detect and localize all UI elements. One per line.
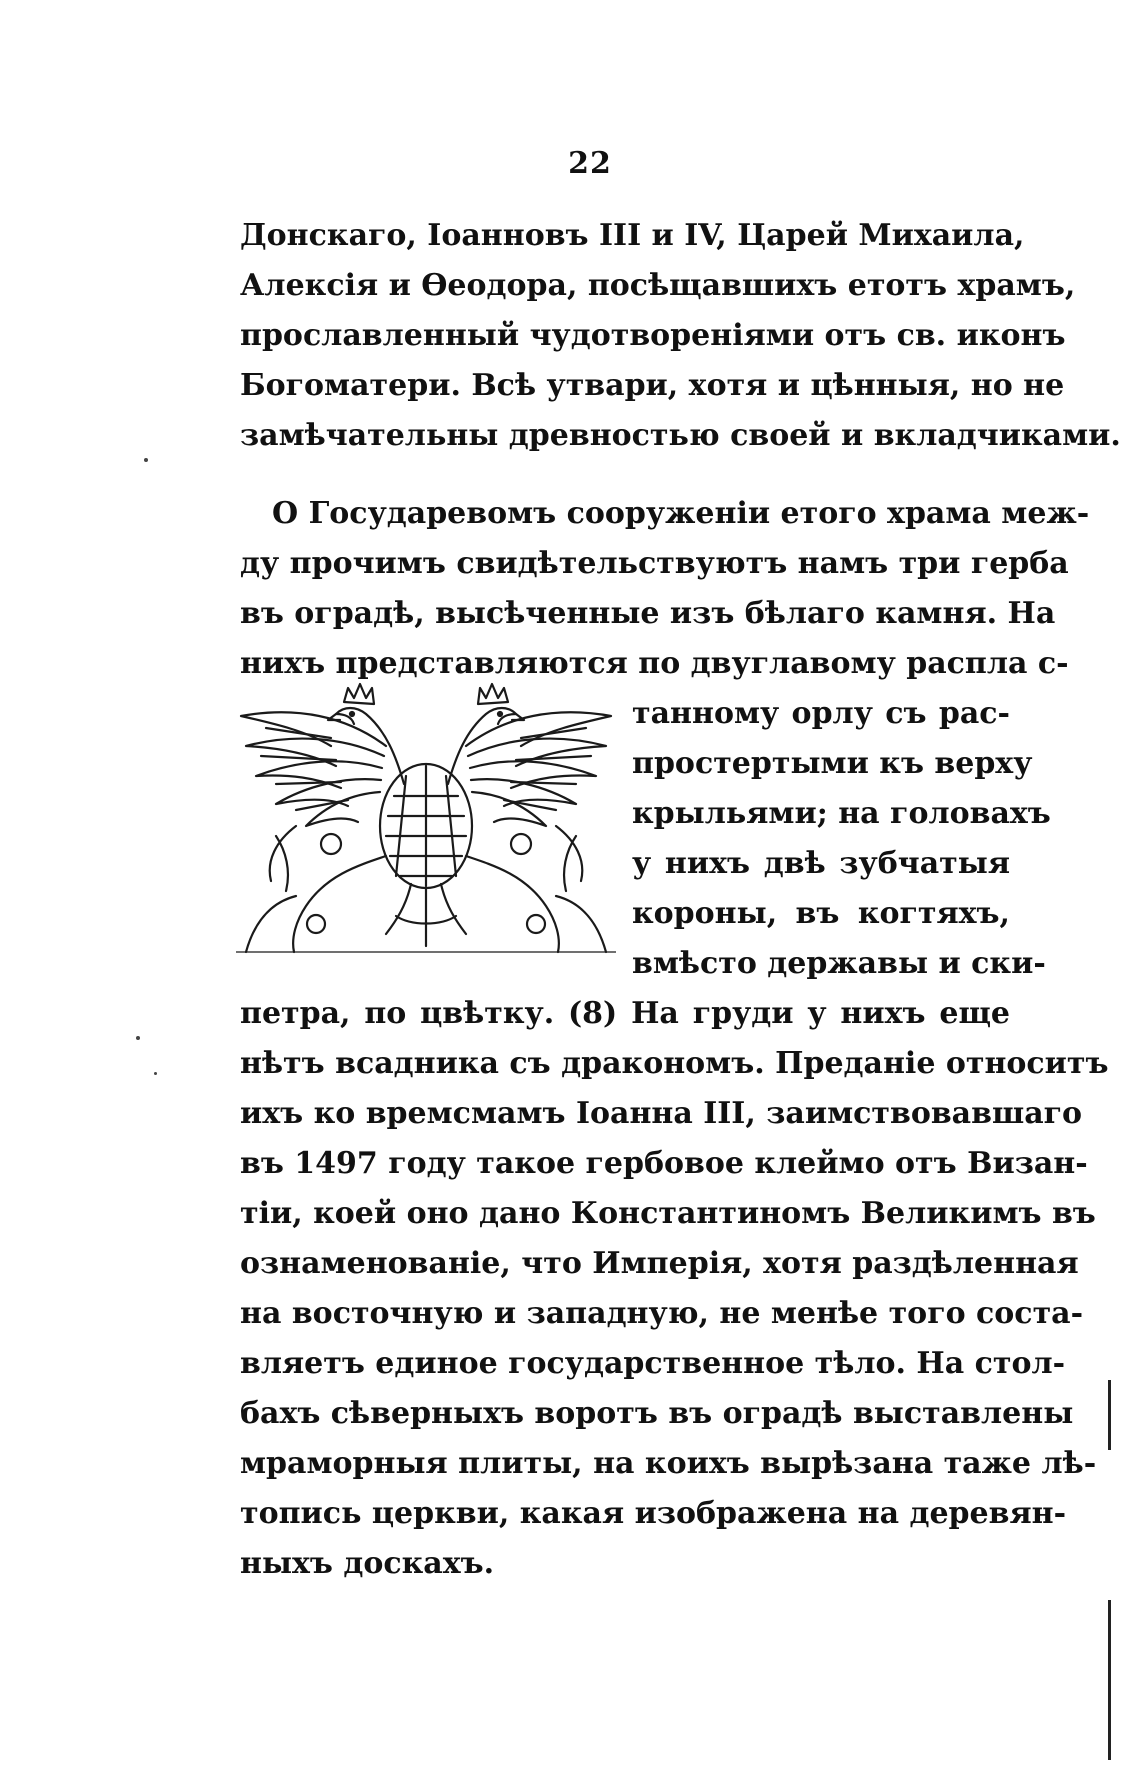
text-line: въ 1497 году такое гербовое клеймо отъ Визан- [240,1146,1088,1181]
text-line: мраморныя плиты, на коихъ вырѣзана таже лѣ- [240,1446,1097,1481]
text-line: петра, по цвѣтку. (8) На груди у нихъ еще [240,996,1010,1031]
page-edge-line [1108,1600,1111,1760]
text-line: Богоматери. Всѣ утвари, хотя и цѣнныя, но не [240,368,1065,403]
text-line: вляетъ единое государственное тѣло. На стол- [240,1346,1066,1381]
text-line: короны, въ когтяхъ, [632,896,1010,931]
text-line: ихъ ко времсмамъ Іоанна III, заимствовавшаго [240,1096,1083,1131]
text-line: нихъ представляются по двуглавому распла с- [240,646,1069,681]
scan-speck [136,1036,140,1040]
page-edge-line [1108,1380,1111,1450]
scan-speck [154,1072,157,1075]
text-line: ду прочимъ свидѣтельствуютъ намъ три герба [240,546,1069,581]
text-line: замѣчательны древностью своей и вкладчиками. [240,418,1121,453]
text-line: нѣтъ всадника съ дракономъ. Преданіе относитъ [240,1046,1109,1081]
text-line: О Государевомъ сооруженіи етого храма меж- [272,496,1090,531]
text-line: тіи, коей оно дано Константиномъ Великимъ въ [240,1196,1096,1231]
text-line: у нихъ двѣ зубчатыя [632,846,1010,881]
text-line: топись церкви, какая изображена на деревян- [240,1496,1067,1531]
text-line: простертыми къ верху [632,746,1033,781]
text-line: ознаменованіе, что Имперія, хотя раздѣленная [240,1246,1079,1281]
text-line: Донскаго, Іоанновъ III и IV, Царей Михаила, [240,218,1025,253]
page-number: 22 [568,146,612,181]
text-line: Алексія и Өеодора, посѣщавшихъ етотъ храмъ, [240,268,1076,303]
text-line: въ оградѣ, высѣченные изъ бѣлаго камня. На [240,596,1056,631]
text-line: крыльями; на головахъ [632,796,1051,831]
scan-speck [144,458,148,462]
text-line: на восточную и западную, не менѣе того соста- [240,1296,1084,1331]
text-line: вмѣсто державы и ски- [632,946,1046,981]
text-line: ныхъ доскахъ. [240,1546,495,1581]
text-line: прославленный чудотвореніями отъ св. иконъ [240,318,1066,353]
text-line: танному орлу съ рас- [632,696,1010,731]
double-headed-eagle-icon [236,676,616,954]
text-line: бахъ сѣверныхъ воротъ въ оградѣ выставлены [240,1396,1074,1431]
